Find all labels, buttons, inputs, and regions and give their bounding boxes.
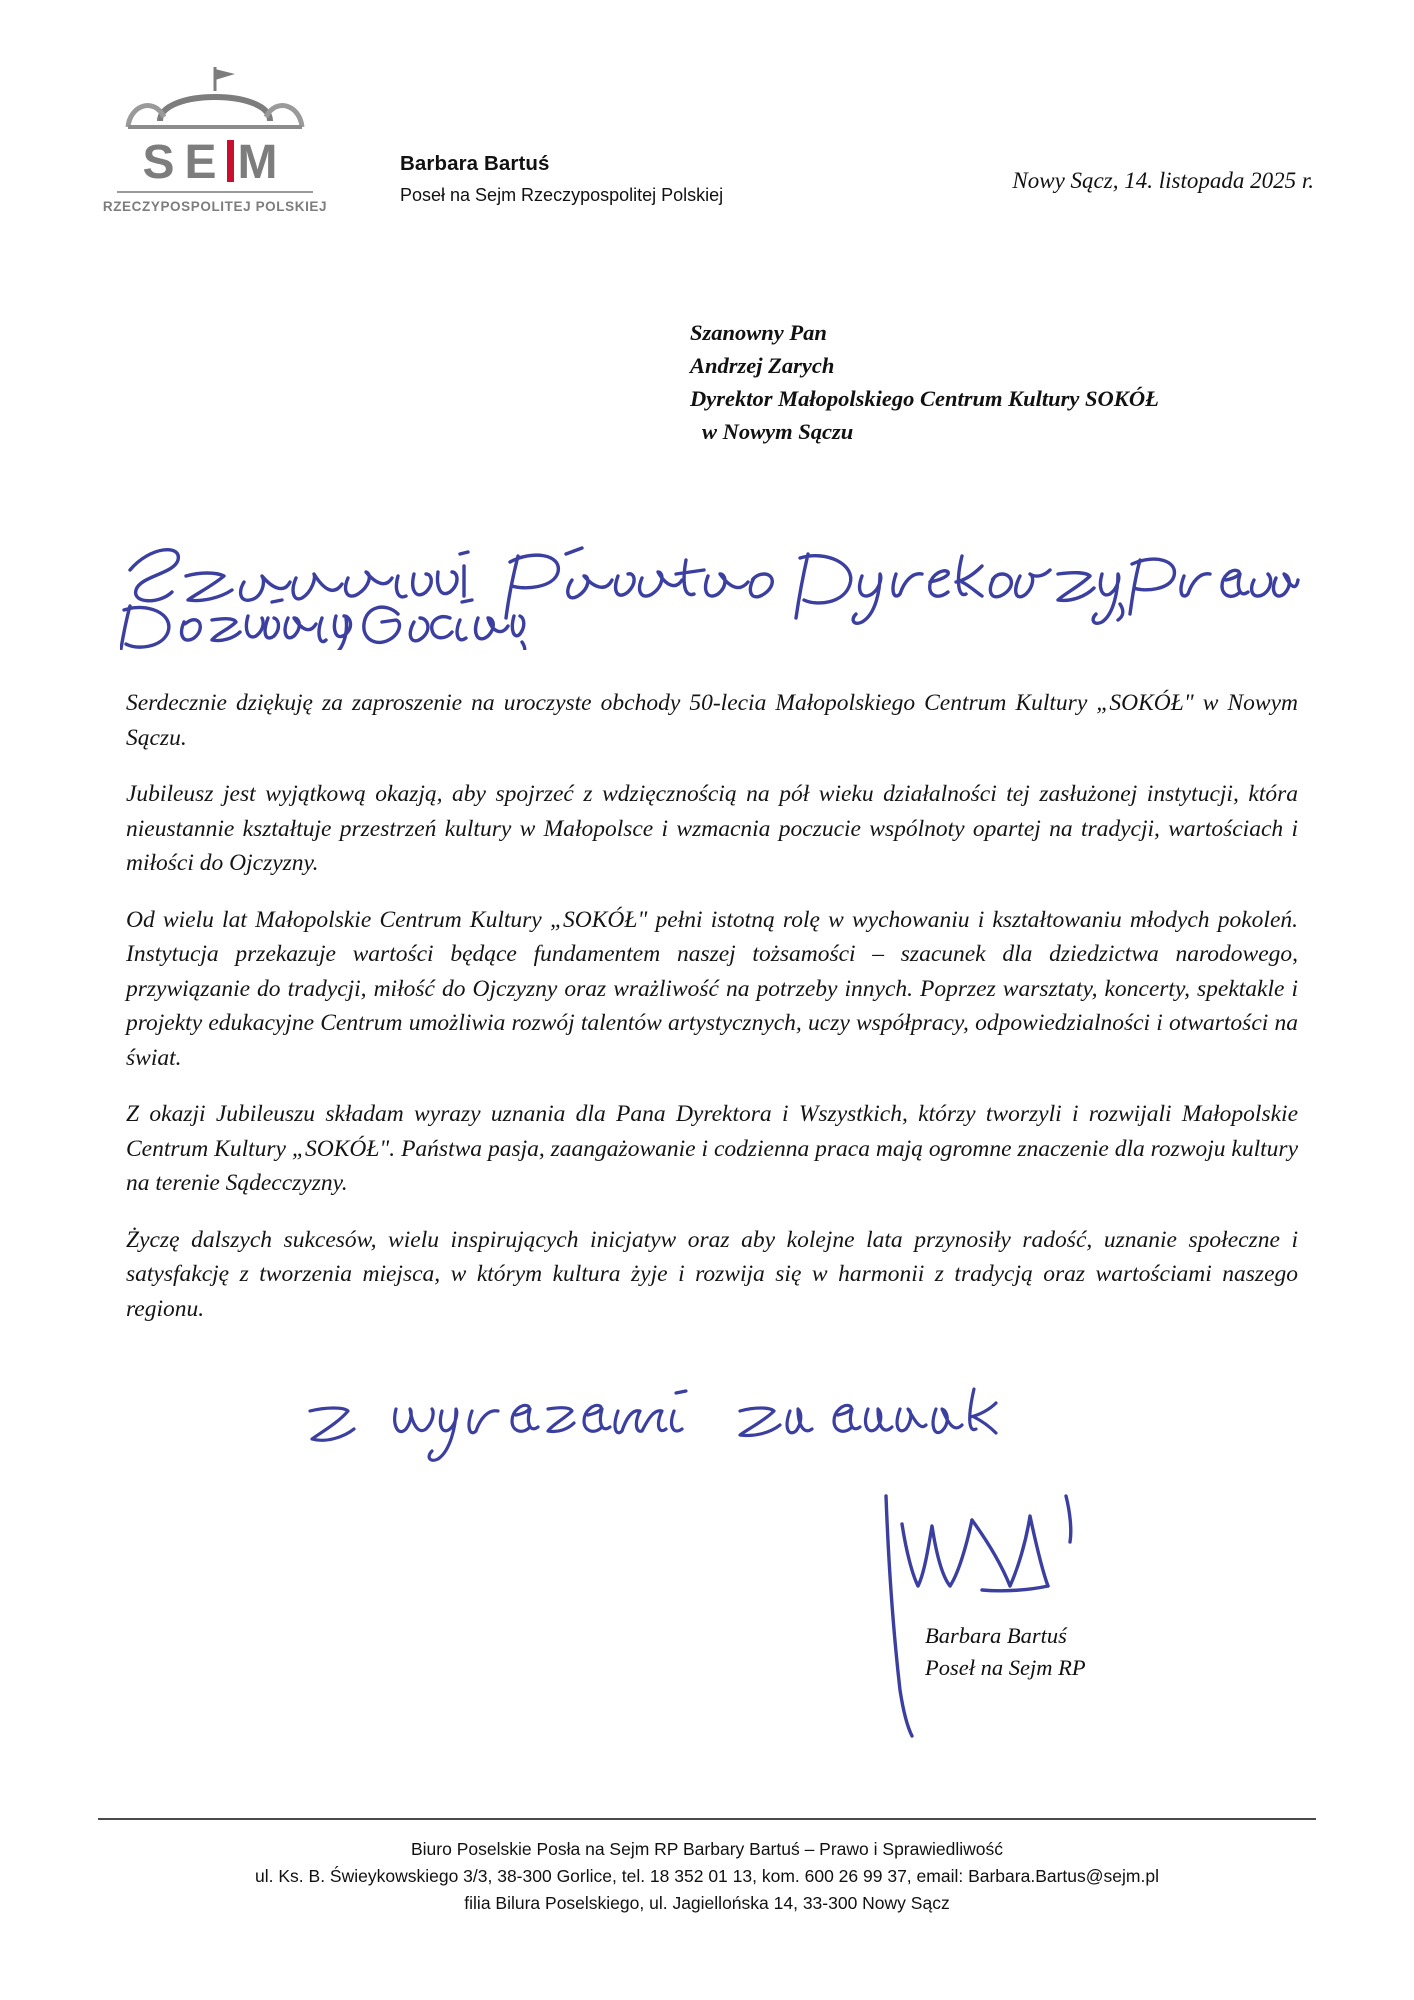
addressee-line-1: Szanowny Pan: [690, 320, 827, 345]
footer-line-3: filia Bilura Poselskiego, ul. Jagiellońska 14, 33-300 Nowy Sącz: [464, 1893, 950, 1914]
sejm-red-bar: [227, 140, 234, 182]
sejm-wordmark-pre: SE: [142, 136, 227, 189]
body-paragraph: Życzę dalszych sukcesów, wielu inspirujących inicjatyw oraz aby kolejne lata przynosiły radość, uznanie społeczne i satysfakcję z tworzenia miejsca, w którym kultura żyje i rozwija się w harmonii z tradycją oraz wartościami naszego regionu.: [126, 1226, 1298, 1322]
body-paragraph: Serdecznie dziękuję za zaproszenie na uroczyste obchody 50-lecia Małopolskiego Centrum Kultury „SOKÓŁ" w Nowym Sączu.: [126, 690, 1298, 751]
addressee-line-4: w Nowym Sączu: [702, 419, 854, 445]
footer-line-1: Biuro Poselskie Posła na Sejm RP Barbary Bartuś – Prawo i Sprawiedliwość: [410, 1839, 1004, 1859]
handwritten-closing: [300, 1375, 1060, 1485]
handwritten-signature: [870, 1490, 1150, 1740]
footer-line-2: ul. Ks. B. Świeykowskiego 3/3, 38-300 Gorlice, tel. 18 352 01 13, kom. 600 26 99 37, email: Barbara.Bartus@sejm.pl: [255, 1866, 1159, 1887]
sender-block: [400, 152, 723, 206]
signature-role: Poseł na Sejm RP: [925, 1654, 1086, 1680]
body-paragraph: Jubileusz jest wyjątkową okazją, aby spojrzeć z wdzięcznością na pół wieku działalności tej zasłużonej instytucji, która nieustannie kształtuje przestrzeń kultury w Małopolsce i wzmacnia poczucie wspólnoty opartej na tradycji, wartościach i miłości do Ojczyzny.: [126, 781, 1298, 877]
footer: [0, 1836, 1414, 1917]
footer-divider: [98, 1818, 1316, 1820]
letter-body: [126, 686, 1298, 1327]
sejm-logo-subtitle: RZECZYPOSPOLITEJ POLSKIEJ: [102, 198, 328, 214]
body-paragraph: Z okazji Jubileuszu składam wyrazy uznania dla Pana Dyrektora i Wszystkich, którzy tworzyli i rozwijali Małopolskie Centrum Kultury „SOKÓŁ". Państwa pasja, zaangażowanie i codzienna praca mają ogromne znaczenie dla rozwoju kultury na terenie Sądecczyzny.: [126, 1101, 1298, 1197]
sejm-wordmark-post: M: [237, 136, 288, 189]
logo-divider: [117, 191, 313, 193]
addressee-line-3: Dyrektor Małopolskiego Centrum Kultury SOKÓŁ: [690, 386, 1159, 412]
sender-name: Barbara Bartuś: [400, 152, 550, 175]
addressee-line-2: Andrzej Zarych: [690, 353, 835, 379]
place-and-date: Nowy Sącz, 14. listopada 2025 r.: [1012, 168, 1314, 193]
body-paragraph: Od wielu lat Małopolskie Centrum Kultury „SOKÓŁ" pełni istotną rolę w wychowaniu i kształtowaniu młodych pokoleń. Instytucja przekazuje wartości będące fundamentem naszej tożsamości – szacunek dla dziedzictwa narodowego, przywiązanie do tradycji, miłość do Ojczyzny oraz wrażliwość na potrzeby innych. Poprzez warsztaty, koncerty, spektakle i projekty edukacyjne Centrum umożliwia rozwój talentów artystycznych, uczy współpracy, odpowiedzialności i otwartości na świat.: [126, 906, 1298, 1071]
sender-role: Poseł na Sejm Rzeczypospolitej Polskiej: [400, 185, 724, 205]
handwritten-salutation: [120, 530, 1300, 650]
sejm-wordmark: [142, 136, 288, 189]
signature-name: Barbara Bartuś: [925, 1623, 1067, 1648]
sejm-dome-icon: [100, 65, 330, 137]
sejm-logo: [100, 65, 330, 214]
letter-header: [0, 60, 1414, 260]
signature-block: [925, 1620, 1086, 1684]
addressee-block: [690, 316, 1159, 448]
